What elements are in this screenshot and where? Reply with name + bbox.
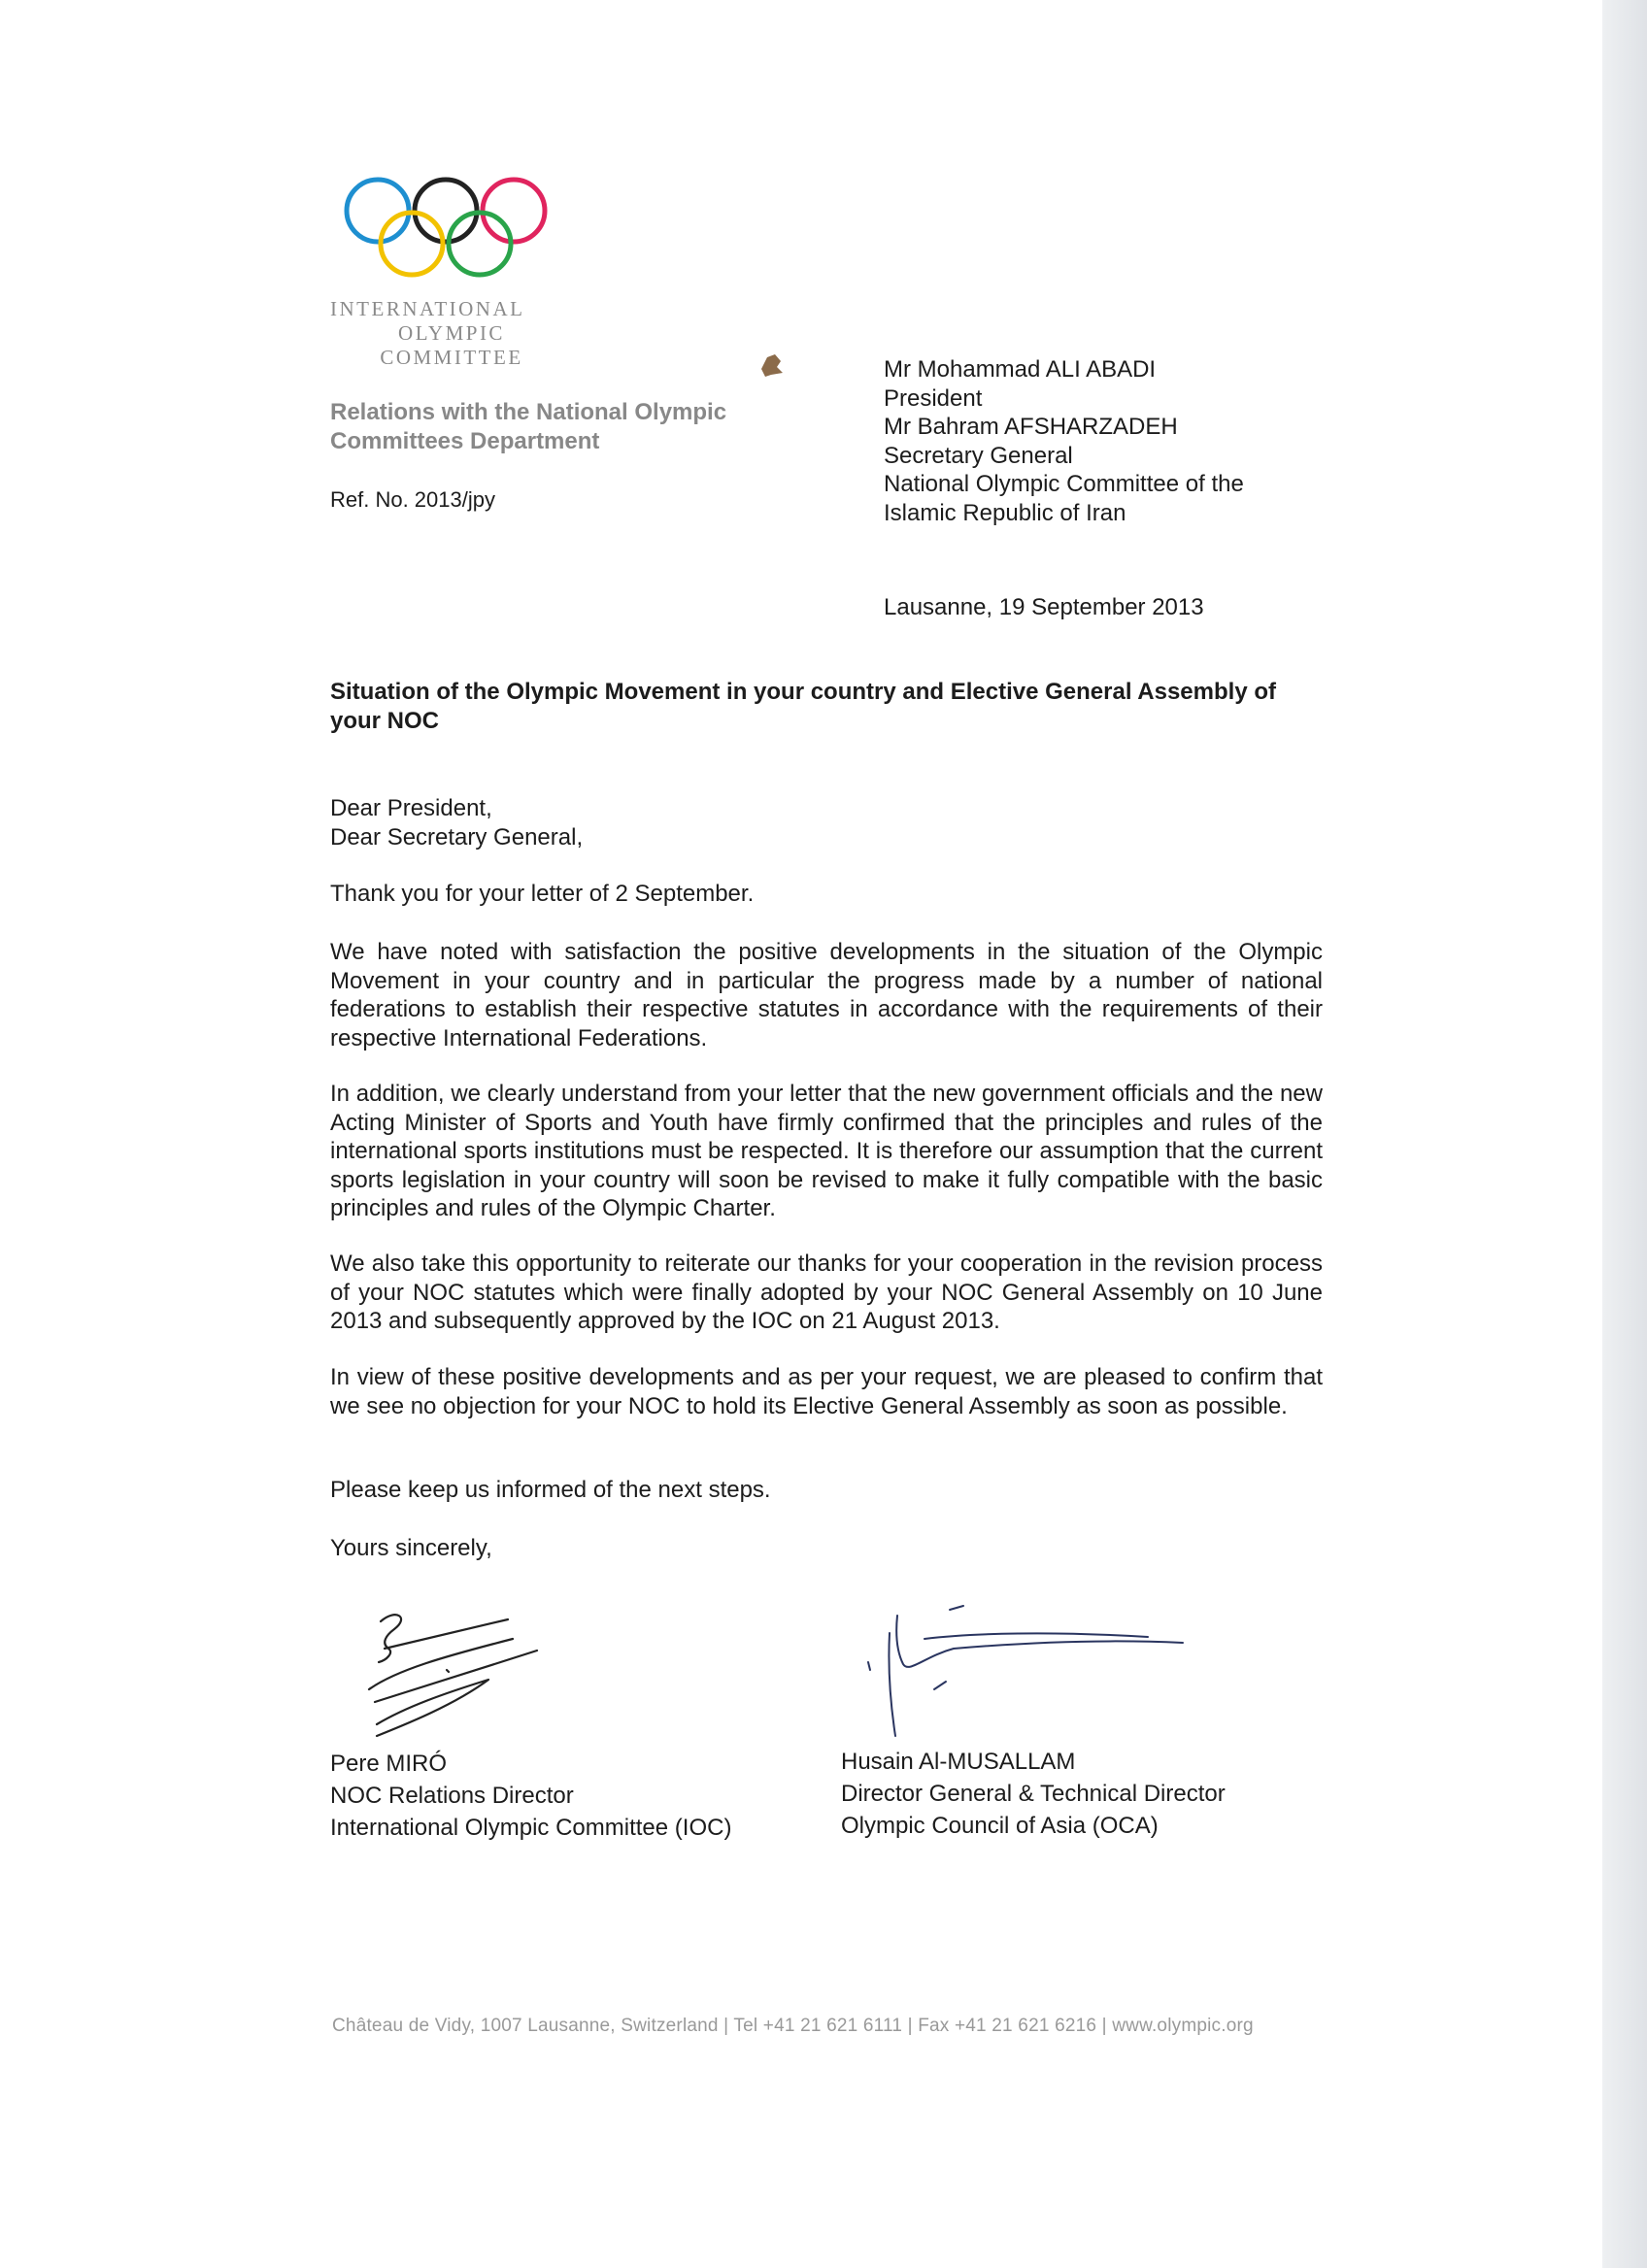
ring-green <box>449 213 511 275</box>
letter-subject: Situation of the Olympic Movement in your country and Elective General Assembly of your NOC <box>330 679 1276 734</box>
scan-edge-shadow <box>1602 0 1647 2268</box>
address-line: Secretary General <box>884 442 1073 469</box>
ink-stain-mark <box>757 351 785 379</box>
reference-number: Ref. No. 2013/jpy <box>330 487 495 512</box>
body-paragraph: Thank you for your letter of 2 September. <box>330 881 755 907</box>
signature-al-musallam <box>857 1604 1192 1740</box>
signature-miro <box>338 1600 561 1746</box>
address-line: President <box>884 384 983 412</box>
signatory-title: Director General & Technical Director <box>841 1781 1226 1807</box>
closing: Yours sincerely, <box>330 1535 492 1561</box>
signatory-ioc <box>330 1748 731 1844</box>
signatory-oca <box>841 1746 1226 1842</box>
department-name <box>330 398 777 456</box>
signatory-name: Pere MIRÓ <box>330 1751 448 1777</box>
signatory-organization: Olympic Council of Asia (OCA) <box>841 1813 1159 1839</box>
salutation-line: Dear Secretary General, <box>330 824 584 850</box>
address-line: National Olympic Committee of the <box>884 471 1244 497</box>
body-paragraph: In addition, we clearly understand from your letter that the new government officials and the new Acting Minister of Sports and Youth have firmly confirmed that the principles and rules of the international sports institutions must be respected. It is therefore our assumption that the current sports legislation in your country will soon be revised to make it fully compatible with the basic principles and rules of the Olympic Charter. <box>330 1081 1323 1221</box>
salutation <box>330 794 583 852</box>
address-line: Mr Mohammad ALI ABADI <box>884 356 1157 383</box>
recipient-address <box>884 355 1244 527</box>
address-line: Mr Bahram AFSHARZADEH <box>884 414 1178 440</box>
letterhead-footer: Château de Vidy, 1007 Lausanne, Switzerland | Tel +41 21 621 6111 | Fax +41 21 621 6216 | www.olympic.org <box>332 2016 1254 2036</box>
body-paragraph: We have noted with satisfaction the positive developments in the situation of the Olympic Movement in your country and in particular the progress made by a number of national federations to establish their respective statutes in accordance with the requirements of their respective International Federations. <box>330 939 1323 1051</box>
signatory-organization: International Olympic Committee (IOC) <box>330 1815 732 1841</box>
department-line: Committees Department <box>330 428 600 454</box>
salutation-line: Dear President, <box>330 795 492 821</box>
olympic-rings-logo <box>342 175 550 280</box>
department-line: Relations with the National Olympic <box>330 399 727 425</box>
ring-black <box>415 180 477 242</box>
letter-date: Lausanne, 19 September 2013 <box>884 594 1204 620</box>
organization-name <box>330 297 573 370</box>
body-paragraph: In view of these positive developments and as per your request, we are pleased to confirm that we see no objection for your NOC to hold its Elective General Assembly as soon as possible. <box>330 1364 1323 1419</box>
ring-red <box>483 180 545 242</box>
ring-yellow <box>381 213 443 275</box>
org-line: OLYMPIC <box>398 321 505 345</box>
ring-blue <box>347 180 409 242</box>
address-line: Islamic Republic of Iran <box>884 499 1126 526</box>
org-line: INTERNATIONAL <box>330 297 525 320</box>
body-paragraph: Please keep us informed of the next steps. <box>330 1477 771 1503</box>
signatory-title: NOC Relations Director <box>330 1783 574 1809</box>
org-line: COMMITTEE <box>380 346 523 369</box>
signatory-name: Husain Al-MUSALLAM <box>841 1749 1076 1775</box>
body-paragraph: We also take this opportunity to reiterate our thanks for your cooperation in the revision process of your NOC statutes which were finally adopted by your NOC General Assembly on 10 June 2013 and subsequently approved by the IOC on 21 August 2013. <box>330 1251 1323 1334</box>
